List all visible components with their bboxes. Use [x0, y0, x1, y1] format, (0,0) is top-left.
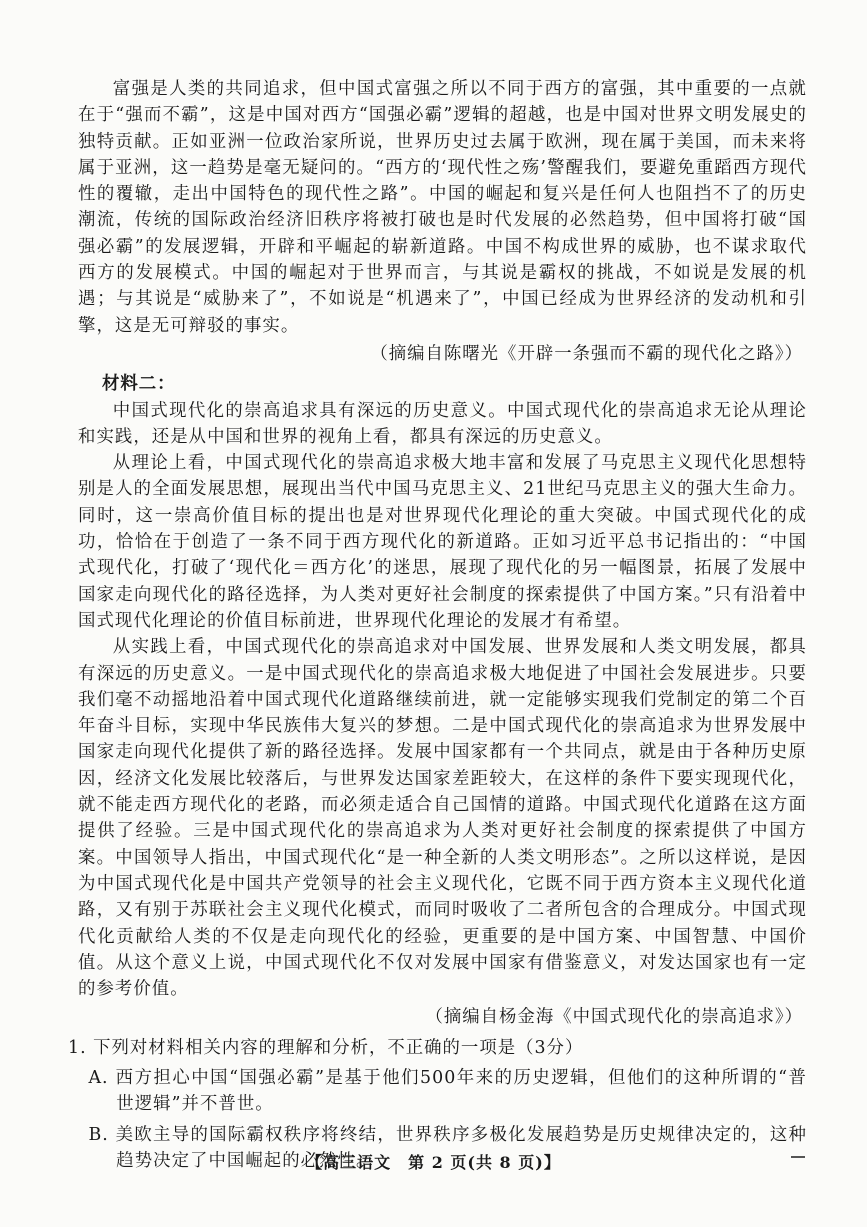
passage-paragraph-2: 中国式现代化的崇高追求具有深远的历史意义。中国式现代化的崇高追求无论从理论和实践，还是从中国和世界的视角上看，都具有深远的历史意义。	[78, 400, 807, 447]
citation-1: （摘编自陈曙光《开辟一条强而不霸的现代化之路》）	[370, 343, 803, 364]
citation-2: （摘编自杨金海《中国式现代化的崇高追求》）	[425, 1007, 803, 1028]
passage-paragraph-4: 从实践上看，中国式现代化的崇高追求对中国发展、世界发展和人类文明发展，都具有深远的历史意义。一是中国式现代化的崇高追求极大地促进了中国社会发展进步。只要我们毫不动摇地沿着中国式现代化道路继续前进，就一定能够实现我们党制定的第二个百年奋斗目标，实现中华民族伟大复兴的梦想。二是中国式现代化的崇高追求为世界发展中国家走向现代化提供了新的路径选择。发展中国家都有一个共同点，就是由于各种历史原因，经济文化发展比较落后，与世界发达国家差距较大，在这样的条件下要实现现代化，就不能走西方现代化的老路，而必须走适合自己国情的道路。中国式现代化道路在这方面提供了经验。三是中国式现代化的崇高追求为人类对更好社会制度的探索提供了中国方案。中国领导人指出，中国式现代化“是一种全新的人类文明形态”。之所以这样说，是因为中国式现代化是中国共产党领导的社会主义现代化，它既不同于西方资本主义现代化道路，又有别于苏联社会主义现代化模式，而同时吸收了二者所包含的合理成分。中国式现代化贡献给人类的不仅是走向现代化的经验，更重要的是中国方案、中国智慧、中国价值。从这个意义上说，中国式现代化不仅对发展中国家有借鉴意义，对发达国家也有一定的参考价值。	[78, 637, 807, 1000]
question-1-stem: 1. 下列对材料相关内容的理解和分析，不正确的一项是（3分）	[68, 1037, 584, 1058]
question-1-option-a: A. 西方担心中国“国强必霸”是基于他们500年来的历史逻辑，但他们的这种所谓的“普世逻辑”并不普世。	[88, 1067, 807, 1115]
passage-paragraph-3: 从理论上看，中国式现代化的崇高追求极大地丰富和发展了马克思主义现代化思想特别是人的全面发展思想，展现出当代中国马克思主义、21世纪马克思主义的强大生命力。同时，这一崇高价值目标的提出也是对世界现代化理论的重大突破。中国式现代化的成功，恰恰在于创造了一条不同于西方现代化的新道路。正如习近平总书记指出的：“中国式现代化，打破了‘现代化＝西方化’的迷思，展现了现代化的另一幅图景，拓展了发展中国家走向现代化的路径选择，为人类对更好社会制度的探索提供了中国方案。”只有沿着中国式现代化理论的价值目标前进，世界现代化理论的发展才有希望。	[78, 453, 807, 631]
material-two-heading: 材料二：	[102, 374, 176, 395]
question-1-option-b: B. 美欧主导的国际霸权秩序将终结，世界秩序多极化发展趋势是历史规律决定的，这种趋势决定了中国崛起的必然性。	[88, 1124, 807, 1171]
corner-dash	[791, 1156, 805, 1158]
passage-paragraph-1: 富强是人类的共同追求，但中国式富强之所以不同于西方的富强，其中重要的一点就在于“强而不霸”，这是中国对西方“国强必霸”逻辑的超越，也是中国对世界文明发展史的独特贡献。正如亚洲一位政治家所说，世界历史过去属于欧洲，现在属于美国，而未来将属于亚洲，这一趋势是毫无疑问的。“西方的‘现代性之殇’警醒我们，要避免重蹈西方现代性的覆辙，走出中国特色的现代性之路”。中国的崛起和复兴是任何人也阻挡不了的历史潮流，传统的国际政治经济旧秩序将被打破也是时代发展的必然趋势，但中国将打破“国强必霸”的发展逻辑，开辟和平崛起的崭新道路。中国不构成世界的威胁，也不谋求取代西方的发展模式。中国的崛起对于世界而言，与其说是霸权的挑战，不如说是发展的机遇；与其说是“威胁来了”，不如说是“机遇来了”，中国已经成为世界经济的发动机和引擎，这是无可辩驳的事实。	[78, 79, 807, 336]
page-footer: 【高三语文 第 2 页(共 8 页)】	[306, 1153, 561, 1172]
